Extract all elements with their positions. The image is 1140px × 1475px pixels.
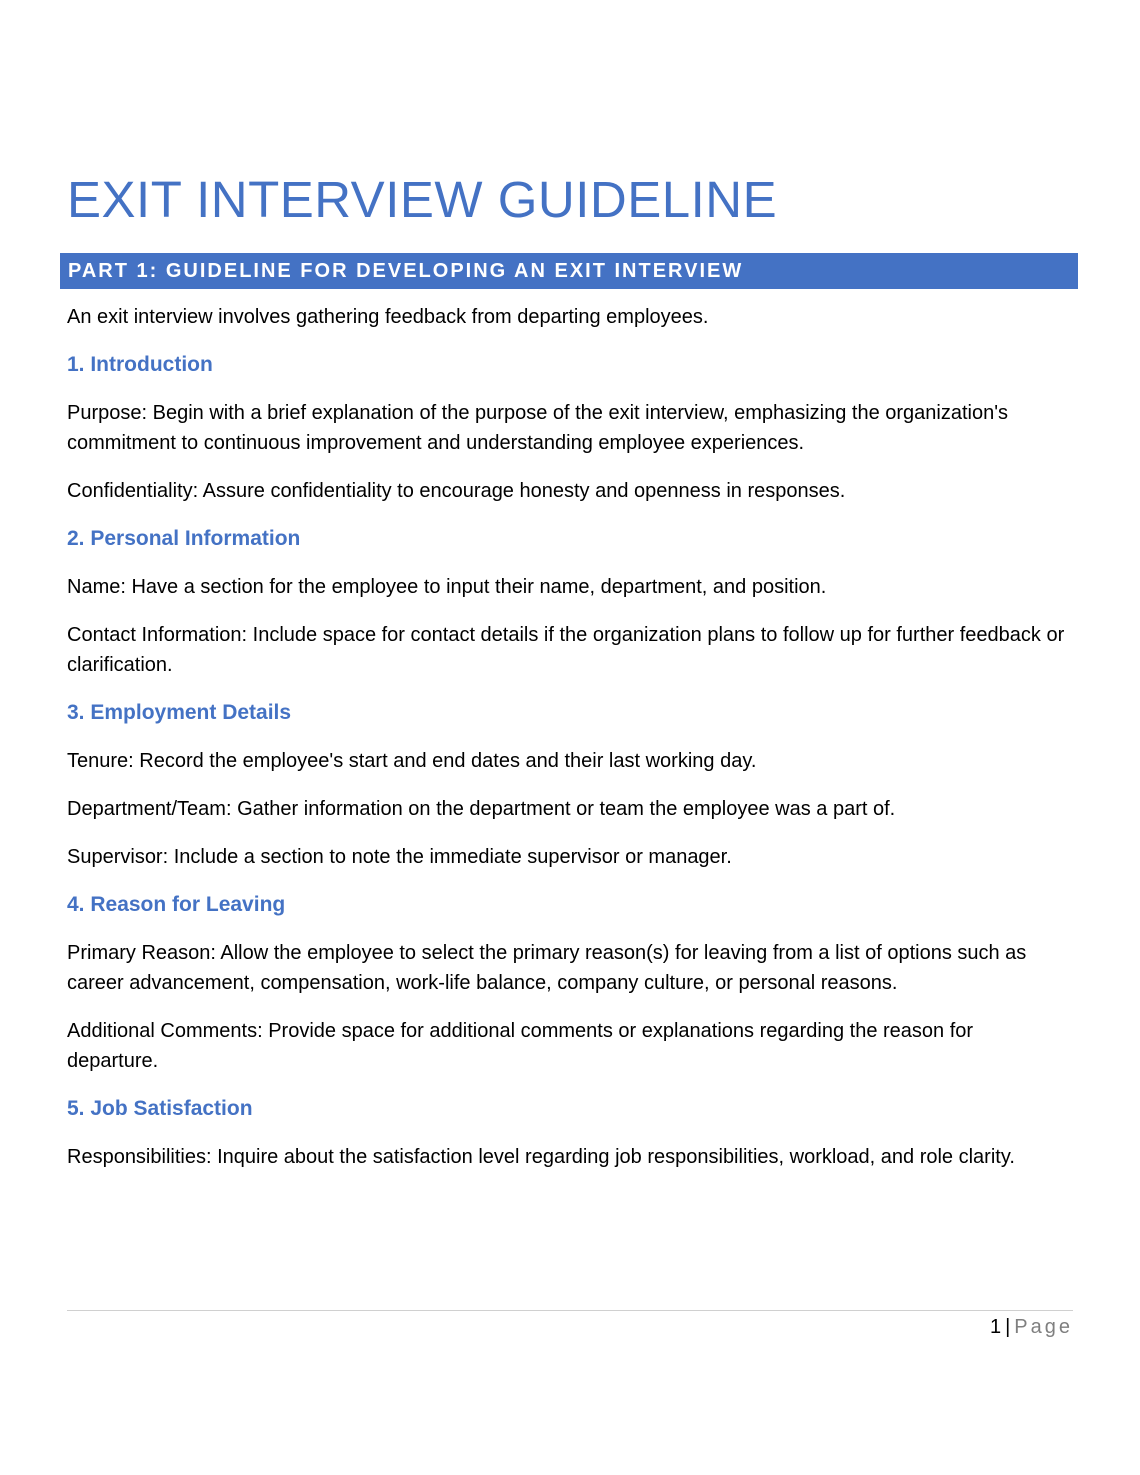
page-number: 1 bbox=[989, 1316, 1002, 1338]
section-personal-information bbox=[67, 524, 1067, 680]
section-job-satisfaction bbox=[67, 1094, 1067, 1172]
intro-paragraph: An exit interview involves gathering feedback from departing employees. bbox=[67, 306, 709, 328]
section-heading: 5. Job Satisfaction bbox=[67, 1097, 253, 1120]
section-paragraph: Confidentiality: Assure confidentiality to encourage honesty and openness in responses. bbox=[67, 480, 846, 502]
section-paragraph: Purpose: Begin with a brief explanation of the purpose of the exit interview, emphasizing the organization's commitment to continuous improvement and understanding employee experiences. bbox=[67, 402, 1009, 454]
section-paragraph: Department/Team: Gather information on the department or team the employee was a part of. bbox=[67, 798, 896, 820]
section-introduction bbox=[67, 350, 1067, 506]
section-heading: 3. Employment Details bbox=[67, 701, 292, 724]
section-paragraph: Primary Reason: Allow the employee to select the primary reason(s) for leaving from a list of options such as career advancement, compensation, work-life balance, company culture, or personal reasons. bbox=[67, 942, 1027, 994]
section-heading: 4. Reason for Leaving bbox=[67, 893, 286, 916]
footer-divider bbox=[67, 1310, 1073, 1311]
document-body bbox=[67, 302, 1067, 1190]
section-paragraph: Additional Comments: Provide space for additional comments or explanations regarding the reason for departure. bbox=[67, 1020, 974, 1072]
section-paragraph: Tenure: Record the employee's start and end dates and their last working day. bbox=[67, 750, 757, 772]
section-heading: 2. Personal Information bbox=[67, 527, 301, 550]
part-banner: PART 1: GUIDELINE FOR DEVELOPING AN EXIT INTERVIEW bbox=[60, 253, 1078, 289]
section-reason-for-leaving bbox=[67, 890, 1067, 1076]
section-paragraph: Name: Have a section for the employee to input their name, department, and position. bbox=[67, 576, 827, 598]
page-label: Page bbox=[1014, 1316, 1073, 1338]
section-paragraph: Responsibilities: Inquire about the satisfaction level regarding job responsibilities, workload, and role clarity. bbox=[67, 1146, 1015, 1168]
section-heading: 1. Introduction bbox=[67, 353, 213, 376]
section-paragraph: Contact Information: Include space for contact details if the organization plans to follow up for further feedback or clarification. bbox=[67, 624, 1065, 676]
page-footer bbox=[990, 1313, 1073, 1341]
section-employment-details bbox=[67, 698, 1067, 872]
footer-separator: | bbox=[1005, 1316, 1011, 1338]
document-title: EXIT INTERVIEW GUIDELINE bbox=[67, 171, 778, 228]
section-paragraph: Supervisor: Include a section to note the immediate supervisor or manager. bbox=[67, 846, 732, 868]
